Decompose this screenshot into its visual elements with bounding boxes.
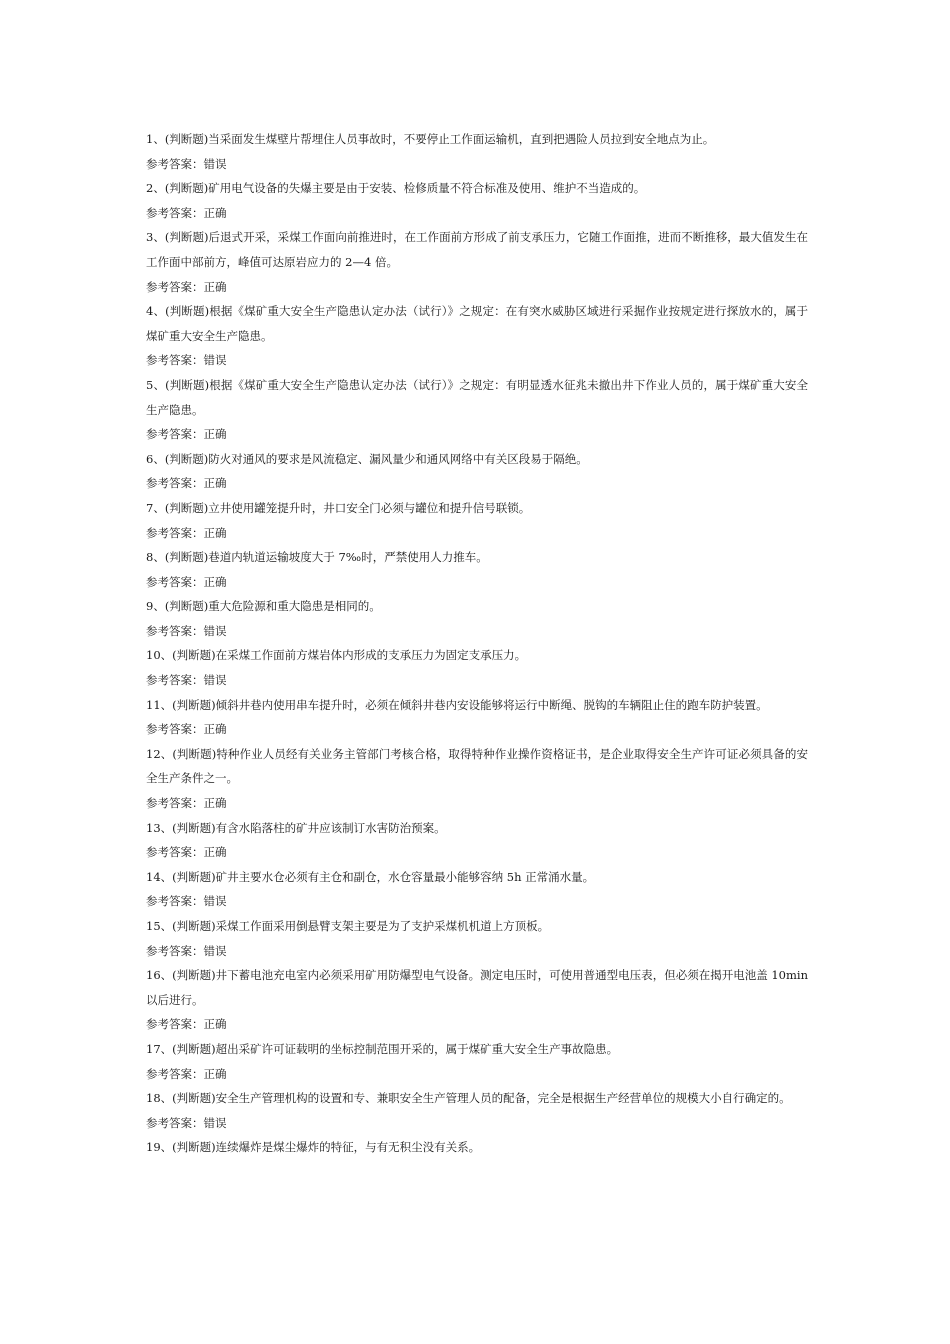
answer-3 [146, 275, 808, 300]
document-body [146, 127, 808, 1160]
answer-value: 错误 [203, 353, 227, 368]
answer-value: 正确 [203, 476, 227, 491]
answer-value: 错误 [203, 673, 227, 688]
question-1: 1、(判断题)当采面发生煤壁片帮埋住人员事故时，不要停止工作面运输机，直到把遇险人员拉到安全地点为止。 [146, 132, 715, 146]
question-15: 15、(判断题)采煤工作面采用倒悬臂支架主要是为了支护采煤机机道上方顶板。 [146, 919, 550, 933]
question-8: 8、(判断题)巷道内轨道运输坡度大于 7‰时，严禁使用人力推车。 [146, 550, 488, 565]
question-10: 10、(判断题)在采煤工作面前方煤岩体内形成的支承压力为固定支承压力。 [146, 648, 527, 663]
answer-value: 错误 [203, 623, 227, 638]
answer-value: 正确 [203, 279, 227, 294]
question-16: 16、(判断题)井下蓄电池充电室内必须采用矿用防爆型电气设备。测定电压时，可使用普通型电压表，但必须在揭开电池盖 10min 以后进行。 [146, 968, 808, 1007]
question-12: 12、(判断题)特种作业人员经有关业务主管部门考核合格，取得特种作业操作资格证书，是企业取得安全生产许可证必须具备的安全生产条件之一。 [146, 746, 808, 786]
answer-label: 参考答案： [146, 427, 204, 442]
answer-value: 错误 [203, 156, 227, 171]
question-11: 11、(判断题)倾斜井巷内使用串车提升时，必须在倾斜井巷内安设能够将运行中断绳、脱钩的车辆阻止住的跑车防护装置。 [146, 697, 768, 712]
answer-8 [146, 570, 808, 595]
answer-label: 参考答案： [146, 623, 204, 638]
answer-label: 参考答案： [146, 894, 204, 909]
answer-value: 错误 [203, 943, 227, 958]
answer-value: 正确 [203, 1066, 227, 1081]
question-5: 5、(判断题)根据《煤矿重大安全生产隐患认定办法（试行）》之规定：有明显透水征兆未撤出井下作业人员的，属于煤矿重大安全生产隐患。 [146, 377, 808, 417]
answer-value: 正确 [203, 574, 227, 589]
answer-15 [146, 939, 808, 964]
answer-14 [146, 889, 808, 914]
question-4: 4、(判断题)根据《煤矿重大安全生产隐患认定办法（试行）》之规定：在有突水威胁区域进行采掘作业按规定进行探放水的，属于煤矿重大安全生产隐患。 [146, 304, 808, 343]
answer-value: 正确 [203, 845, 227, 860]
answer-value: 错误 [203, 894, 227, 909]
answer-5 [146, 422, 808, 447]
question-14: 14、(判断题)矿井主要水仓必须有主仓和副仓，水仓容量最小能够容纳 5h 正常涌水量。 [146, 869, 595, 884]
answer-label: 参考答案： [146, 673, 204, 688]
answer-1 [146, 152, 808, 177]
answer-label: 参考答案： [146, 1115, 204, 1130]
question-6: 6、(判断题)防火对通风的要求是风流稳定、漏风量少和通风网络中有关区段易于隔绝。 [146, 451, 588, 466]
answer-label: 参考答案： [146, 279, 204, 294]
answer-7 [146, 521, 808, 546]
answer-value: 正确 [203, 1017, 227, 1032]
answer-label: 参考答案： [146, 722, 204, 737]
question-19: 19、(判断题)连续爆炸是煤尘爆炸的特征，与有无积尘没有关系。 [146, 1140, 481, 1155]
question-9: 9、(判断题)重大危险源和重大隐患是相同的。 [146, 599, 381, 614]
answer-label: 参考答案： [146, 845, 204, 860]
answer-4 [146, 348, 808, 373]
answer-6 [146, 471, 808, 496]
answer-label: 参考答案： [146, 525, 204, 540]
answer-label: 参考答案： [146, 1066, 204, 1081]
answer-11 [146, 717, 808, 742]
answer-value: 正确 [203, 525, 227, 540]
answer-13 [146, 840, 808, 865]
answer-label: 参考答案： [146, 353, 204, 368]
answer-10 [146, 668, 808, 693]
answer-label: 参考答案： [146, 156, 204, 171]
answer-label: 参考答案： [146, 574, 204, 589]
question-3: 3、(判断题)后退式开采，采煤工作面向前推进时，在工作面前方形成了前支承压力，它随工作面推，进而不断推移，最大值发生在工作面中部前方，峰值可达原岩应力的 2—4 倍。 [146, 230, 808, 269]
question-13: 13、(判断题)有含水陷落柱的矿井应该制订水害防治预案。 [146, 820, 446, 835]
question-17: 17、(判断题)超出采矿许可证载明的坐标控制范围开采的，属于煤矿重大安全生产事故隐患。 [146, 1041, 619, 1056]
answer-label: 参考答案： [146, 943, 204, 958]
question-18: 18、(判断题)安全生产管理机构的设置和专、兼职安全生产管理人员的配备，完全是根据生产经营单位的规模大小自行确定的。 [146, 1091, 791, 1106]
answer-17 [146, 1062, 808, 1087]
answer-12 [146, 791, 808, 816]
answer-label: 参考答案： [146, 796, 204, 811]
answer-label: 参考答案： [146, 1017, 204, 1032]
question-7: 7、(判断题)立井使用罐笼提升时，井口安全门必须与罐位和提升信号联锁。 [146, 500, 531, 515]
answer-value: 错误 [203, 1115, 227, 1130]
answer-value: 正确 [203, 205, 227, 220]
question-2: 2、(判断题)矿用电气设备的失爆主要是由于安装、检修质量不符合标准及使用、维护不当造成的。 [146, 181, 646, 196]
answer-label: 参考答案： [146, 205, 204, 220]
answer-value: 正确 [203, 722, 227, 737]
answer-label: 参考答案： [146, 476, 204, 491]
answer-2 [146, 201, 808, 226]
answer-9 [146, 619, 808, 644]
answer-16 [146, 1012, 808, 1037]
answer-value: 正确 [203, 427, 227, 442]
answer-value: 正确 [203, 796, 227, 811]
answer-18 [146, 1111, 808, 1136]
